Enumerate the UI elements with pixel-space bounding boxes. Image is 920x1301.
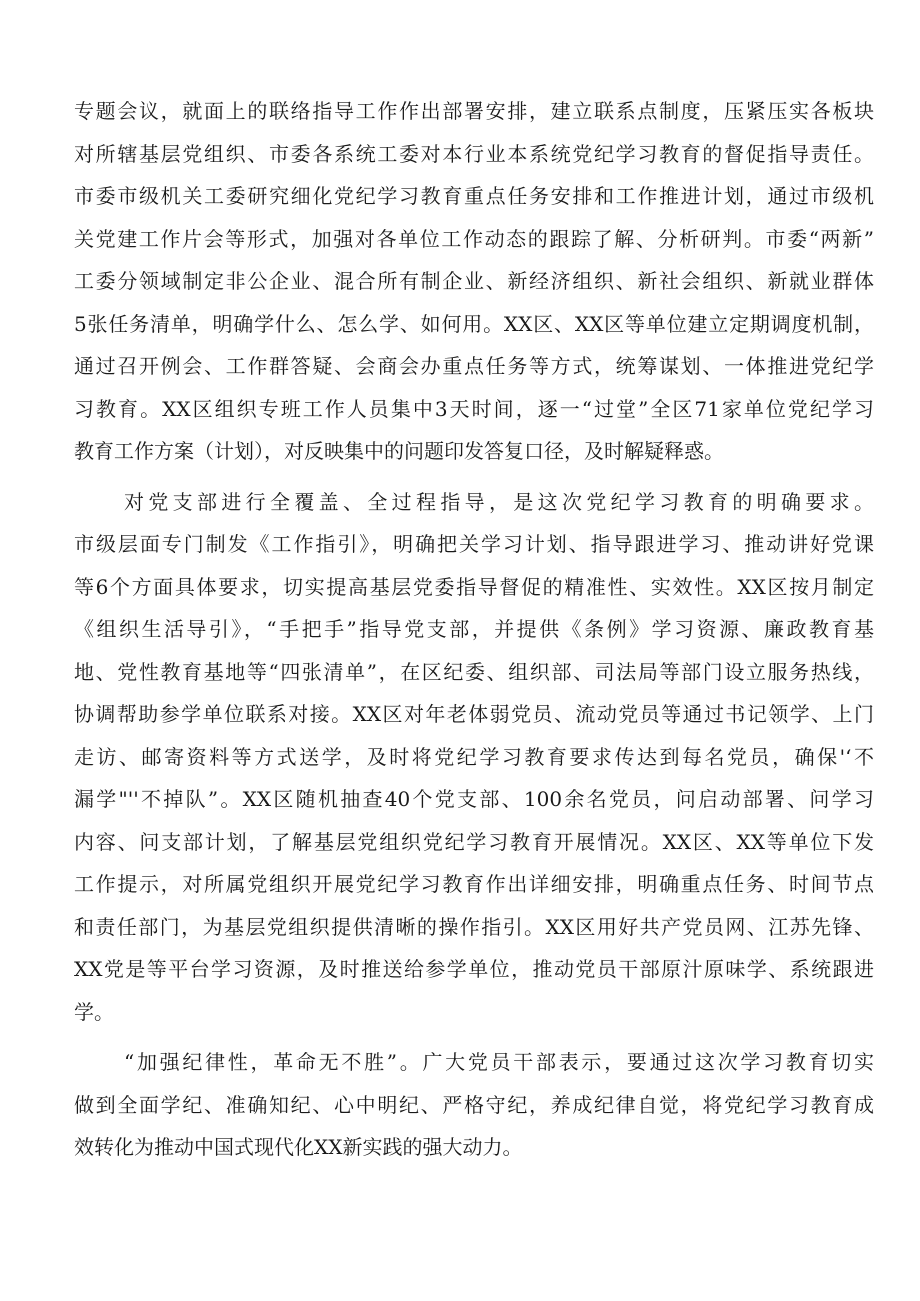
text-line: XX党是等平台学习资源，及时推送给参学单位，推动党员干部原汁原味学、系统跟进 [74,957,874,981]
text-line: 关党建工作片会等形式，加强对各单位工作动态的跟踪了解、分析研判。市委“两新” [74,226,874,251]
text-line: 工作提示，对所属党组织开展党纪学习教育作出详细安排，明确重点任务、时间节点 [74,872,874,896]
text-line: 和责任部门，为基层党组织提供清晰的操作指引。XX区用好共产党员网、江苏先锋、 [74,914,874,939]
paragraph [74,90,874,473]
text-line: 通过召开例会、工作群答疑、会商会办重点任务等方式，统筹谋划、一体推进党纪学 [74,354,874,378]
text-line: 地、党性教育基地等“四张清单”，在区纪委、组织部、司法局等部门设立服务热线， [74,659,874,684]
text-line: 漏学"''不掉队”。XX区随机抽查40个党支部、100余名党员，问启动部署、问学习 [74,787,874,811]
text-line: 教育工作方案（计划），对反映集中的问题印发答复口径，及时解疑释惑。 [74,439,724,463]
text-line: 走访、邮寄资料等方式送学，及时将党纪学习教育要求传达到每名党员，确保'‘不 [74,744,874,769]
text-line: 等6个方面具体要求，切实提高基层党委指导督促的精准性、实效性。XX区按月制定 [74,574,874,599]
text-line: 对党支部进行全覆盖、全过程指导，是这次党纪学习教育的明确要求。 [124,489,874,514]
text-line: 对所辖基层党组织、市委各系统工委对本行业本系统党纪学习教育的督促指导责任。 [74,141,874,166]
text-line: 做到全面学纪、准确知纪、心中明纪、严格守纪，养成纪律自觉，将党纪学习教育成 [74,1092,874,1117]
document-body [74,90,874,1169]
text-line: “加强纪律性，革命无不胜”。广大党员干部表示，要通过这次学习教育切实 [124,1050,874,1074]
text-line: 协调帮助参学单位联系对接。XX区对年老体弱党员、流动党员等通过书记领学、上门 [74,702,874,726]
text-line: 学。 [74,999,114,1024]
text-line: 《组织生活导引》，“手把手”指导党支部，并提供《条例》学习资源、廉政教育基 [74,617,874,641]
text-line: 市级层面专门制发《工作指引》，明确把关学习计划、指导跟进学习、推动讲好党课 [74,532,874,556]
text-line: 市委市级机关工委研究细化党纪学习教育重点任务安排和工作推进计划，通过市级机 [74,184,874,208]
text-line: 专题会议，就面上的联络指导工作作出部署安排，建立联系点制度，压紧压实各板块 [74,99,874,123]
text-line: 习教育。XX区组织专班工作人员集中3天时间，逐一“过堂”全区71家单位党纪学习 [74,396,874,421]
text-line: 效转化为推动中国式现代化XX新实践的强大动力。 [74,1135,523,1159]
paragraph [74,481,874,1034]
paragraph [74,1041,874,1169]
text-line: 5张任务清单，明确学什么、怎么学、如何用。XX区、XX区等单位建立定期调度机制， [74,311,874,336]
text-line: 内容、问支部计划，了解基层党组织党纪学习教育开展情况。XX区、XX等单位下发 [74,829,874,854]
text-line: 工委分领域制定非公企业、混合所有制企业、新经济组织、新社会组织、新就业群体 [74,269,874,293]
